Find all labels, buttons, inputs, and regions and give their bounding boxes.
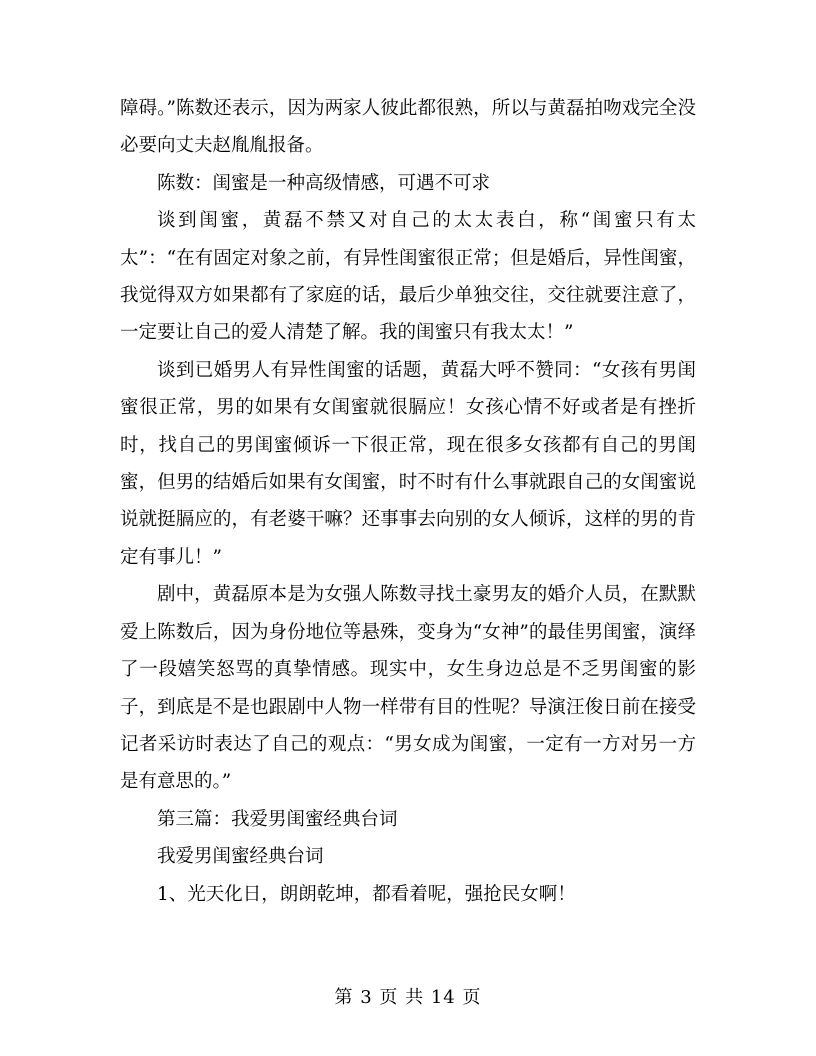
- paragraph-continuation: 障碍。”陈数还表示，因为两家人彼此都很熟，所以与黄磊拍吻戏完全没必要向丈夫赵胤胤报备。: [120, 98, 696, 157]
- chapter-heading: 第三篇：我爱男闺蜜经典台词: [157, 808, 398, 830]
- document-body: [120, 90, 696, 913]
- chapter-title: 我爱男闺蜜经典台词: [157, 846, 324, 868]
- paragraph: 剧中，黄磊原本是为女强人陈数寻找土豪男友的婚介人员，在默默爱上陈数后，因为身份地位等悬殊，变身为“女神”的最佳男闺蜜，演绎了一段嬉笑怒骂的真挚情感。现实中，女生身边总是不乏男闺蜜的影子，到底是不是也跟剧中人物一样带有目的性呢？导演汪俊日前在接受记者采访时表达了自己的观点：“男女成为闺蜜，一定有一方对另一方是有意思的。”: [120, 584, 696, 793]
- list-item: 1、光天化日，朗朗乾坤，都看着呢，强抢民女啊！: [157, 883, 576, 905]
- paragraph: 谈到闺蜜，黄磊不禁又对自己的太太表白，称“闺蜜只有太太”：“在有固定对象之前，有异性闺蜜很正常；但是婚后，异性闺蜜，我觉得双方如果都有了家庭的话，最后少单独交往，交往就要注意了，一定要让自己的爱人清楚了解。我的闺蜜只有我太太！”: [120, 210, 696, 344]
- page-number-footer: 第 3 页 共 14 页: [334, 987, 482, 1008]
- paragraph: 谈到已婚男人有异性闺蜜的话题，黄磊大呼不赞同：“女孩有男闺蜜很正常，男的如果有女闺蜜就很膈应！女孩心情不好或者是有挫折时，找自己的男闺蜜倾诉一下很正常，现在很多女孩都有自己的男闺蜜，但男的结婚后如果有女闺蜜，时不时有什么事就跟自己的女闺蜜说说就挺膈应的，有老婆干嘛？还事事去向别的女人倾诉，这样的男的肯定有事儿！”: [120, 359, 696, 568]
- section-subheading: 陈数：闺蜜是一种高级情感，可遇不可求: [157, 172, 491, 194]
